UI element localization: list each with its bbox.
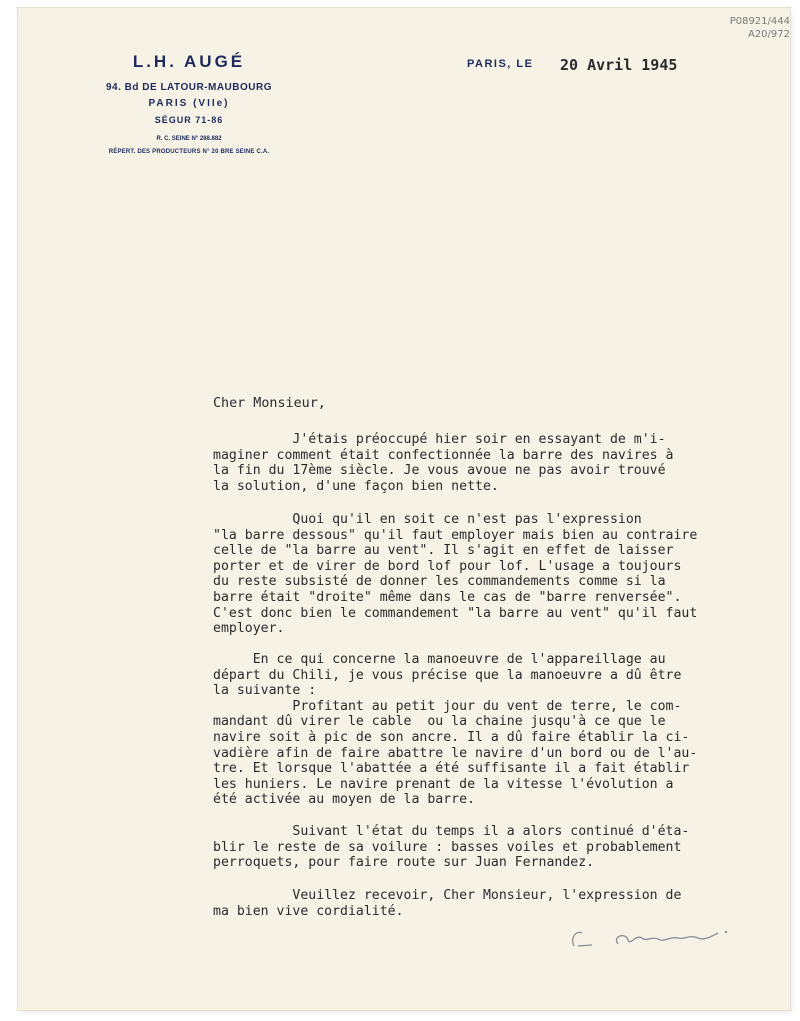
paragraph-1 xyxy=(213,432,788,494)
text-line: la fin du 17ème siècle. Je vous avoue ne pas avoir trouvé xyxy=(213,463,666,479)
letterhead-rc: R. C. SEINE N° 288.882 xyxy=(156,136,222,142)
text-line: barre était "droite" même dans le cas de "barre renversée". xyxy=(213,589,682,605)
text-line: vadière afin de faire abattre le navire d'un bord ou de l'au- xyxy=(213,745,698,761)
text-line: Suivant l'état du temps il a alors continué d'éta- xyxy=(213,824,690,839)
paragraph-3 xyxy=(213,652,788,808)
letterhead-address: 94. Bd DE LATOUR-MAUBOURG xyxy=(105,82,273,93)
text-line: Veuillez recevoir, Cher Monsieur, l'expression de xyxy=(213,888,682,903)
text-line: ma bien vive cordialité. xyxy=(213,903,404,919)
text-line: "la barre dessous" qu'il faut employer mais bien au contraire xyxy=(213,527,698,543)
paragraph-closing xyxy=(213,888,788,919)
text-line: les huniers. Le navire prenant de la vitesse l'évolution a xyxy=(213,776,674,792)
text-line: du reste subsisté de donner les commandements comme si la xyxy=(213,574,666,590)
text-line: tre. Et lorsque l'abattée a été suffisante il a fait établir xyxy=(213,761,690,777)
text-line: perroquets, pour faire route sur Juan Fernandez. xyxy=(213,855,595,871)
text-line: J'étais préoccupé hier soir en essayant de m'i- xyxy=(213,432,666,447)
text-line: employer. xyxy=(213,621,285,637)
text-line: départ du Chili, je vous précise que la manoeuvre a dû être xyxy=(213,667,682,683)
text-line: navire soit à pic de son ancre. Il a dû faire établir la ci- xyxy=(213,729,690,745)
text-line: maginer comment était confectionnée la barre des navires à xyxy=(213,447,674,463)
text-line: été activée au moyen de la barre. xyxy=(213,792,476,808)
archive-ref-line: A20/972 xyxy=(747,29,790,40)
letterhead-name: L.H. AUGÉ xyxy=(132,52,246,71)
text-line: En ce qui concerne la manoeuvre de l'appareillage au xyxy=(213,652,666,667)
text-line: mandant dû virer le cable ou la chaine jusqu'à ce que le xyxy=(213,714,666,730)
text-line: porter et de virer de bord lof pour lof. L'usage a toujours xyxy=(213,558,682,574)
text-line: Quoi qu'il en soit ce n'est pas l'expression xyxy=(213,512,642,527)
text-line: blir le reste de sa voilure : basses voiles et probablement xyxy=(213,839,682,855)
text-line: C'est donc bien le commandement "la barre au vent" qu'il faut xyxy=(213,605,698,621)
handwritten-signature xyxy=(566,924,746,954)
paragraph-4 xyxy=(213,824,788,871)
greeting: Cher Monsieur, xyxy=(213,396,326,411)
archive-reference xyxy=(712,15,790,41)
text-line: la solution, d'une façon bien nette. xyxy=(213,478,499,494)
date-place: PARIS, LE xyxy=(467,58,534,70)
letterhead-city: PARIS (VIIe) xyxy=(148,98,230,109)
paragraph-2 xyxy=(213,512,788,637)
letterhead-repertoire: RÉPERT. DES PRODUCTEURS N° 20 BRE SEINE C.A. xyxy=(108,149,270,155)
text-line: Profitant au petit jour du vent de terre, le com- xyxy=(213,698,682,714)
letterhead-phone: SÉGUR 71-86 xyxy=(154,115,224,125)
date-value: 20 Avril 1945 xyxy=(560,56,678,74)
text-line: la suivante : xyxy=(213,683,317,699)
text-line: celle de "la barre au vent". Il s'agit en effet de laisser xyxy=(213,543,674,559)
archive-ref-line: P08921/444 xyxy=(729,16,790,27)
